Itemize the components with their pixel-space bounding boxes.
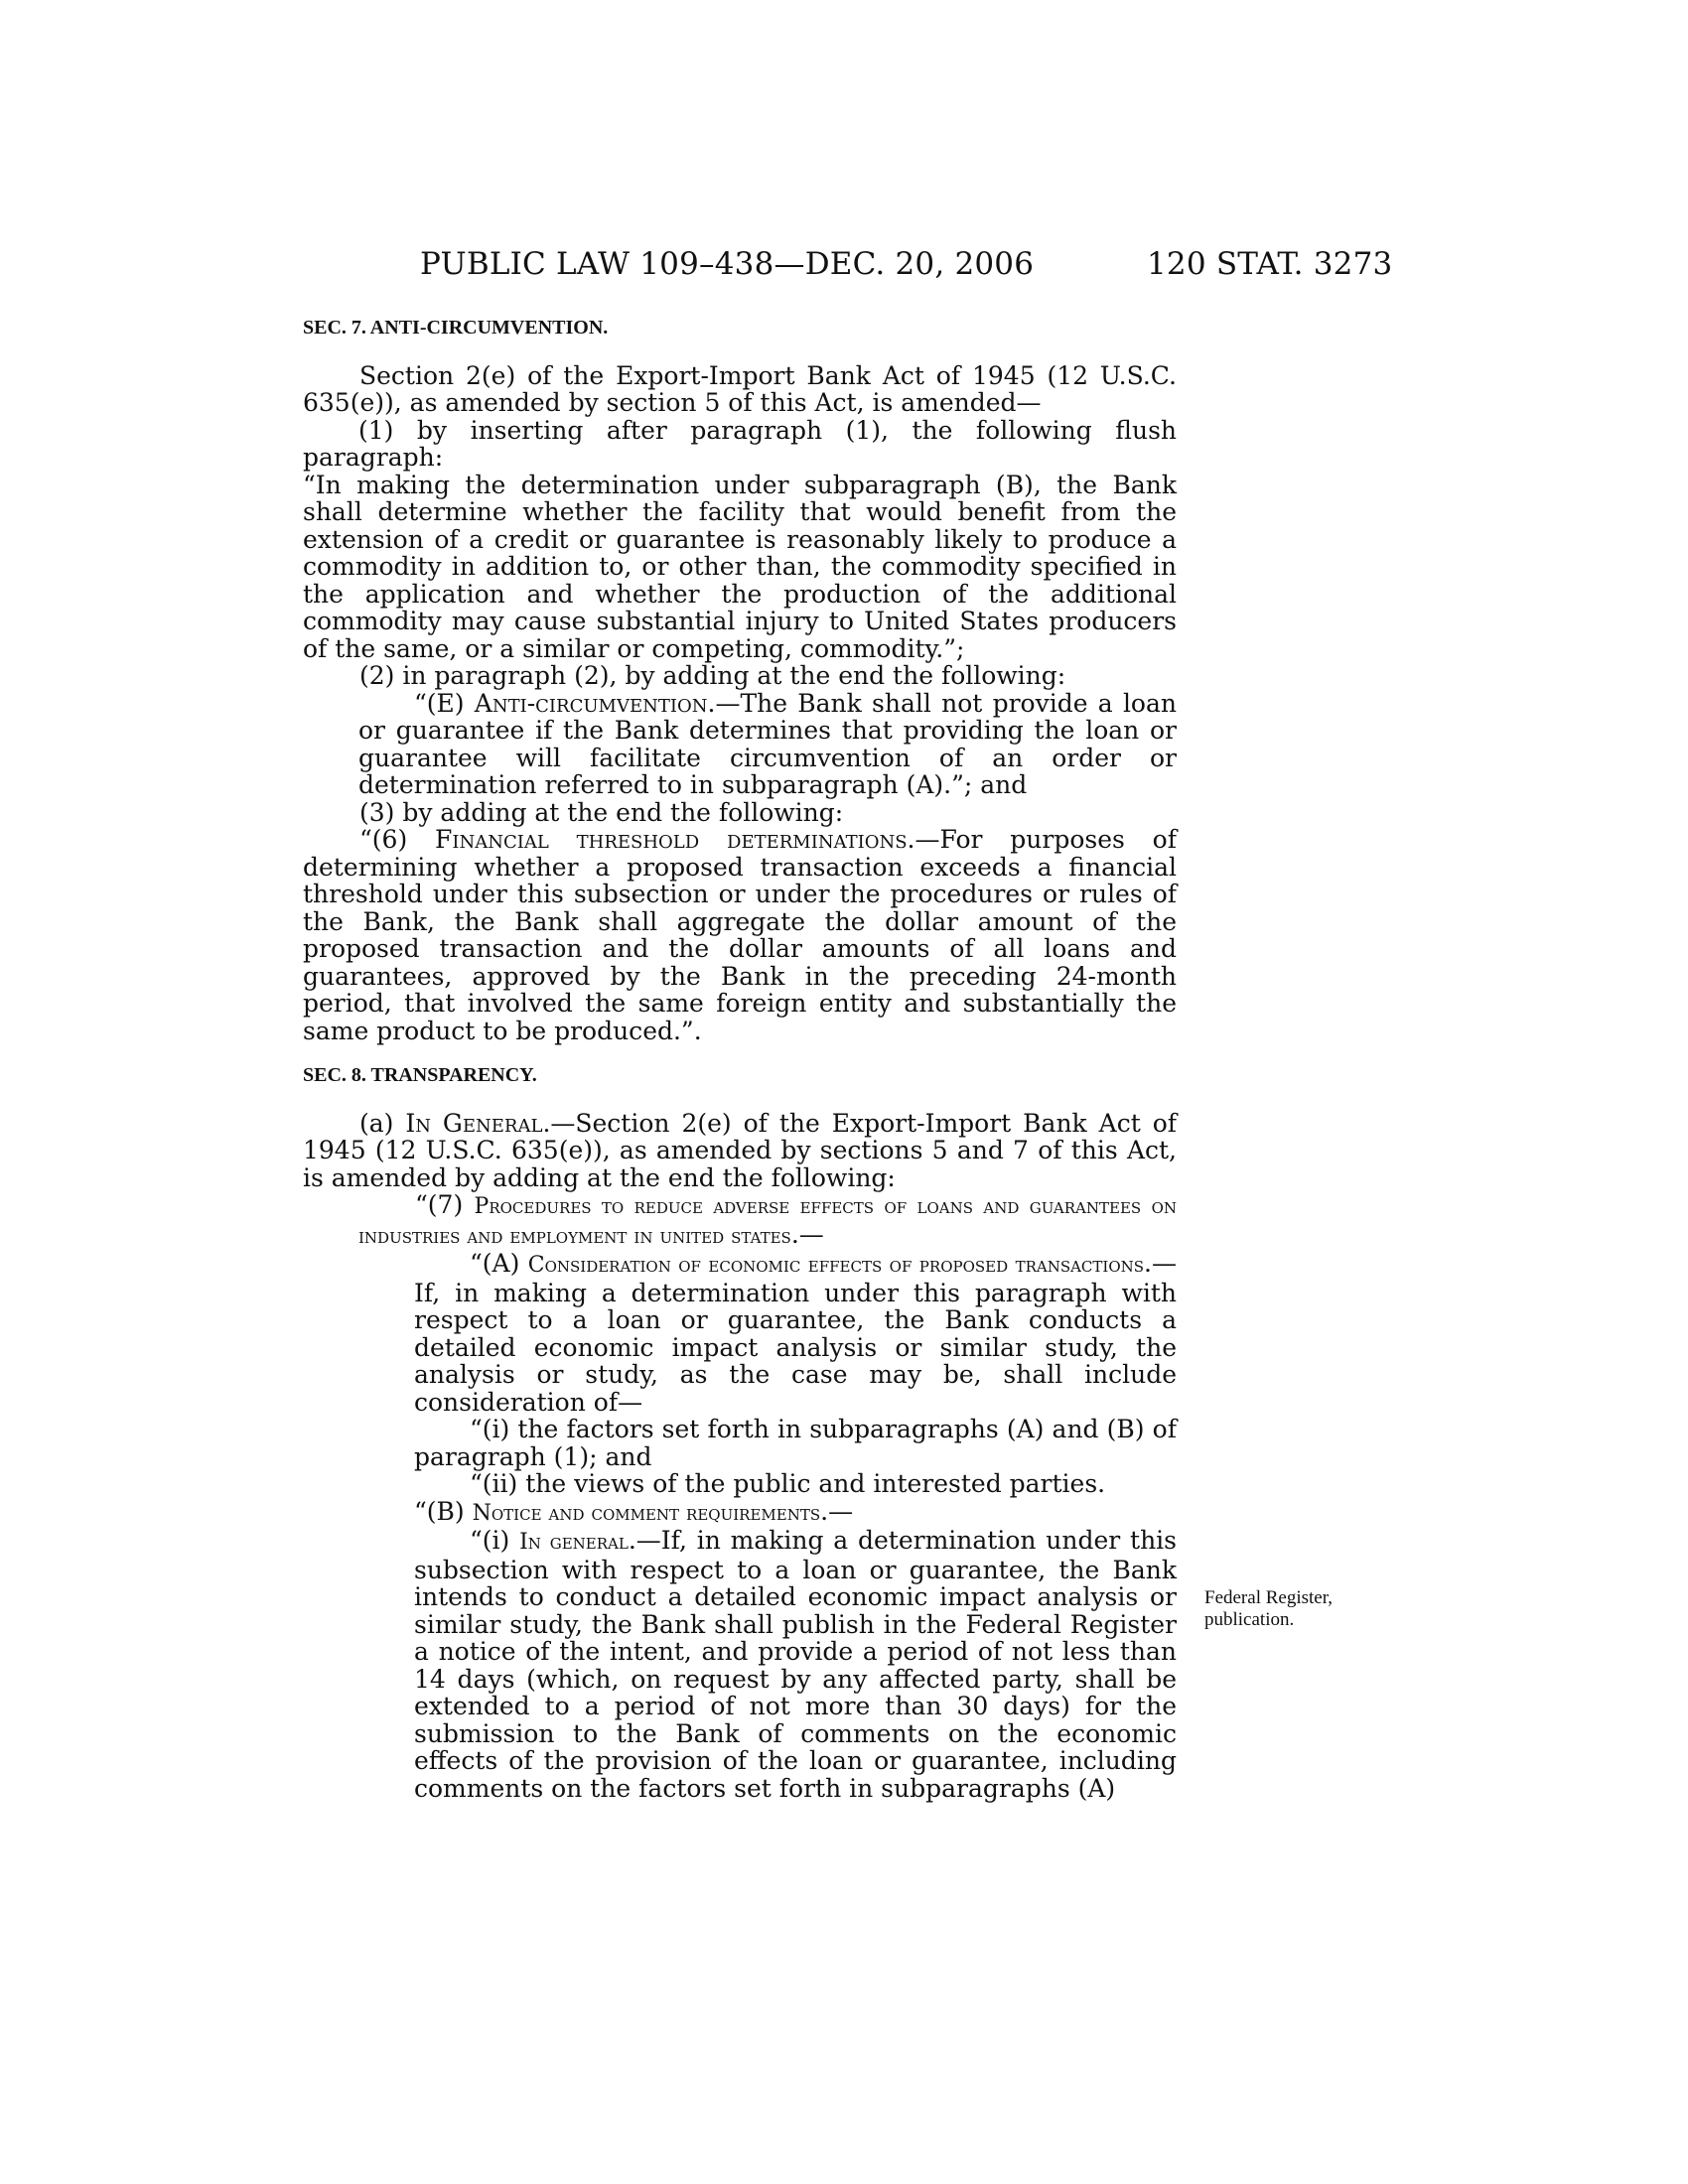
section-8-clause-a-i: “(i) the factors set forth in subparagraphs (A) and (B) of paragraph (1); and bbox=[414, 1415, 1177, 1471]
running-header-page-number: 120 STAT. 3273 bbox=[1147, 246, 1393, 282]
margin-note-line-1: Federal Register, bbox=[1204, 1587, 1334, 1608]
para-7-heading: Procedures to reduce adverse effects of loans and guarantees on industries and employment in united states bbox=[358, 1194, 1177, 1249]
clause-b-i-heading: In general bbox=[519, 1530, 629, 1555]
section-8-subpara-b: “(B) Notice and comment requirements.— bbox=[414, 1496, 854, 1526]
section-7-intro: Section 2(e) of the Export-Import Bank Act of 1945 (12 U.S.C. 635(e)), as amended by section 5 of this Act, is amended— bbox=[303, 360, 1177, 417]
section-7-item-1: (1) by inserting after paragraph (1), the following flush paragraph: bbox=[303, 415, 1177, 472]
section-8-para-7: “(7) Procedures to reduce adverse effects of loans and guarantees on industries and employment in united states.— bbox=[358, 1190, 1177, 1249]
section-8-clause-a-ii: “(ii) the views of the public and interested parties. bbox=[470, 1469, 1106, 1498]
section-7-item-3: (3) by adding at the end the following: bbox=[359, 797, 844, 827]
section-8-clause-b-i: “(i) In general.—If, in making a determination under this subsection with respect to a loan or guarantee, the Bank intends to conduct a detailed economic impact analysis or similar study, the Bank shall publish in the Federal Register a notice of the intent, and provide a period of not less than 14 days (which, on request by any affected party, shall be extended to a period of not more than 30 days) for the submission to the Bank of comments on the economic effects of the provision of the loan or guarantee, including comments on the factors set forth in subparagraphs (A) bbox=[414, 1526, 1177, 1803]
subsection-a-heading: In General bbox=[405, 1108, 543, 1138]
section-8-subpara-a: “(A) Consideration of economic effects of proposed transactions.—If, in making a determination under this paragraph with respect to a loan or guarantee, the Bank conducts a detailed economic impact analysis or similar study, the analysis or study, as the case may be, shall include consideration of— bbox=[414, 1249, 1177, 1417]
section-7-subpara-e: “(E) Anti-circumvention.—The Bank shall not provide a loan or guarantee if the Bank determines that providing the loan or guarantee will facilitate circumvention of an order or determination referred to in subparagraph (A).”; and bbox=[358, 688, 1177, 799]
section-7-flush-paragraph: “In making the determination under subparagraph (B), the Bank shall determine whether the facility that would benefit from the extension of a credit or guarantee is reasonably likely to produce a commodity in addition to, or other than, the commodity specified in the application and whether the production of the additional commodity may cause substantial injury to United States producers of the same, or a similar or competing, commodity.”; bbox=[303, 470, 1177, 663]
running-header-title: PUBLIC LAW 109–438—DEC. 20, 2006 bbox=[420, 246, 1035, 282]
margin-note bbox=[1204, 1587, 1393, 1631]
section-8-heading: SEC. 8. TRANSPARENCY. bbox=[303, 1064, 537, 1086]
subpara-a-heading: Consideration of economic effects of proposed transactions bbox=[527, 1253, 1145, 1278]
margin-note-line-2: publication. bbox=[1204, 1609, 1295, 1630]
section-8-subsection-a: (a) In General.—Section 2(e) of the Export-Import Bank Act of 1945 (12 U.S.C. 635(e)), as amended by sections 5 and 7 of this Act, is amended by adding at the end the following: bbox=[303, 1108, 1177, 1192]
document-body bbox=[303, 315, 1177, 1802]
subpara-b-heading: Notice and comment requirements bbox=[472, 1500, 821, 1526]
section-7-heading: SEC. 7. ANTI-CIRCUMVENTION. bbox=[303, 317, 609, 339]
subpara-e-heading: Anti-circumvention bbox=[474, 688, 708, 718]
section-7-para-6: “(6) Financial threshold determinations.—For purposes of determining whether a proposed transaction exceeds a financial threshold under this subsection or under the procedures or rules of the Bank, the Bank shall aggregate the dollar amount of the proposed transaction and the dollar amounts of all loans and guarantees, approved by the Bank in the preceding 24-month period, that involved the same foreign entity and substantially the same product to be produced.”. bbox=[303, 825, 1177, 1045]
para-6-heading: Financial threshold determinations bbox=[435, 825, 908, 854]
section-7-item-2: (2) in paragraph (2), by adding at the end the following: bbox=[359, 661, 1066, 690]
